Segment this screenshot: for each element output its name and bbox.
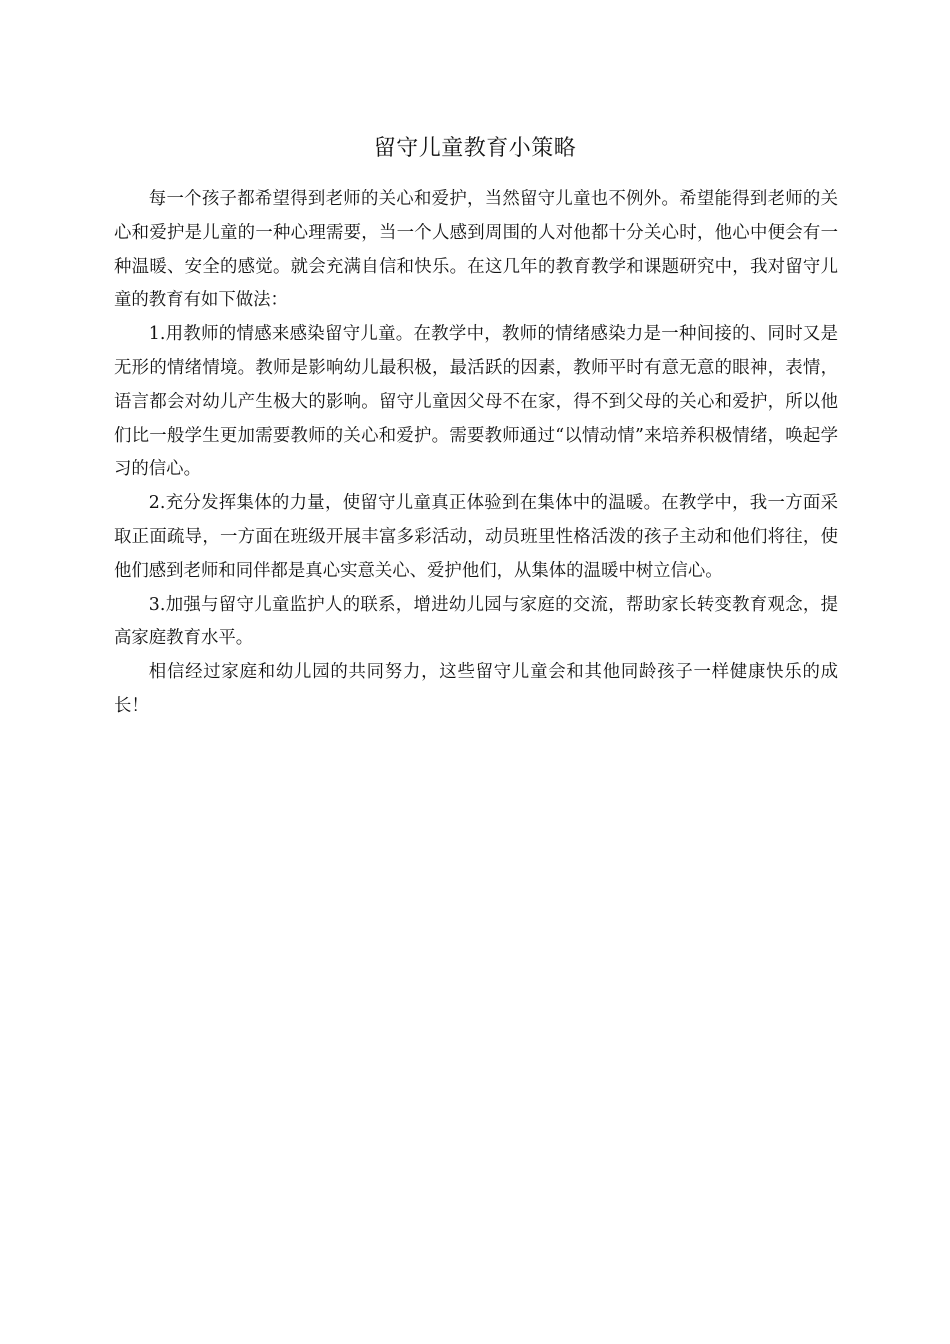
paragraph-point-2: 2.充分发挥集体的力量，使留守儿童真正体验到在集体中的温暖。在教学中，我一方面采取正面疏导，一方面在班级开展丰富多彩活动，动员班里性格活泼的孩子主动和他们将往，使他们感到老师和同伴都是真心实意关心、爱护他们，从集体的温暖中树立信心。: [114, 493, 838, 581]
paragraph-point-1: 1.用教师的情感来感染留守儿童。在教学中，教师的情绪感染力是一种间接的、同时又是无形的情绪情境。教师是影响幼儿最积极，最活跃的因素，教师平时有意无意的眼神，表情，语言都会对幼儿产生极大的影响。留守儿童因父母不在家，得不到父母的关心和爱护，所以他们比一般学生更加需要教师的关心和爱护。需要教师通过“以情动情”来培养积极情绪，唤起学习的信心。: [114, 324, 838, 480]
document-body: [114, 183, 838, 724]
paragraph-conclusion: 相信经过家庭和幼儿园的共同努力，这些留守儿童会和其他同龄孩子一样健康快乐的成长！: [114, 662, 838, 716]
document-title: 留守儿童教育小策略: [373, 136, 577, 161]
paragraph-intro: 每一个孩子都希望得到老师的关心和爱护，当然留守儿童也不例外。希望能得到老师的关心和爱护是儿童的一种心理需要，当一个人感到周围的人对他都十分关心时，他心中便会有一种温暖、安全的感觉。就会充满自信和快乐。在这几年的教育教学和课题研究中，我对留守儿童的教育有如下做法：: [114, 189, 838, 311]
paragraph-point-3: 3.加强与留守儿童监护人的联系，增进幼儿园与家庭的交流，帮助家长转变教育观念，提高家庭教育水平。: [114, 594, 838, 649]
